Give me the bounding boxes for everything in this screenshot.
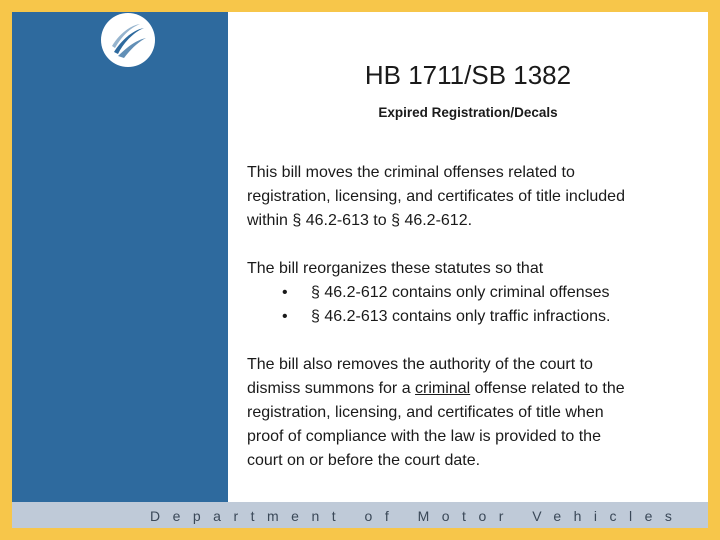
paragraph-line: This bill moves the criminal offenses related to bbox=[247, 164, 575, 181]
left-accent-panel bbox=[12, 12, 228, 502]
footer-label: Department of Motor Vehicles bbox=[150, 508, 685, 524]
bullet-dot: • bbox=[282, 308, 288, 325]
slide-title: HB 1711/SB 1382 bbox=[364, 60, 572, 90]
dmv-swoosh-logo-icon bbox=[100, 12, 156, 68]
paragraph-line: The bill also removes the authority of the court to bbox=[247, 356, 593, 373]
paragraph-line: The bill reorganizes these statutes so that bbox=[247, 260, 544, 277]
text-segment: offense related to the bbox=[470, 380, 625, 397]
paragraph-removes-authority bbox=[247, 353, 702, 473]
paragraph-line: within § 46.2-613 to § 46.2-612. bbox=[247, 212, 473, 229]
bullet-dot: • bbox=[282, 284, 288, 301]
underlined-criminal: criminal bbox=[415, 380, 471, 397]
slide-subtitle: Expired Registration/Decals bbox=[378, 105, 558, 120]
paragraph-line: registration, licensing, and certificates of title included bbox=[247, 188, 625, 205]
paragraph-line: court on or before the court date. bbox=[247, 452, 481, 469]
paragraph-moves-offenses bbox=[247, 161, 702, 233]
bullet-text: § 46.2-612 contains only criminal offenses bbox=[311, 284, 610, 301]
paragraph-line bbox=[247, 377, 702, 401]
paragraph-line: registration, licensing, and certificates of title when bbox=[247, 404, 604, 421]
text-segment: dismiss summons for a bbox=[247, 380, 416, 397]
bullet-text: § 46.2-613 contains only traffic infractions. bbox=[311, 308, 611, 325]
paragraph-line: proof of compliance with the law is provided to the bbox=[247, 428, 601, 445]
paragraph-reorganize-intro bbox=[247, 257, 702, 281]
